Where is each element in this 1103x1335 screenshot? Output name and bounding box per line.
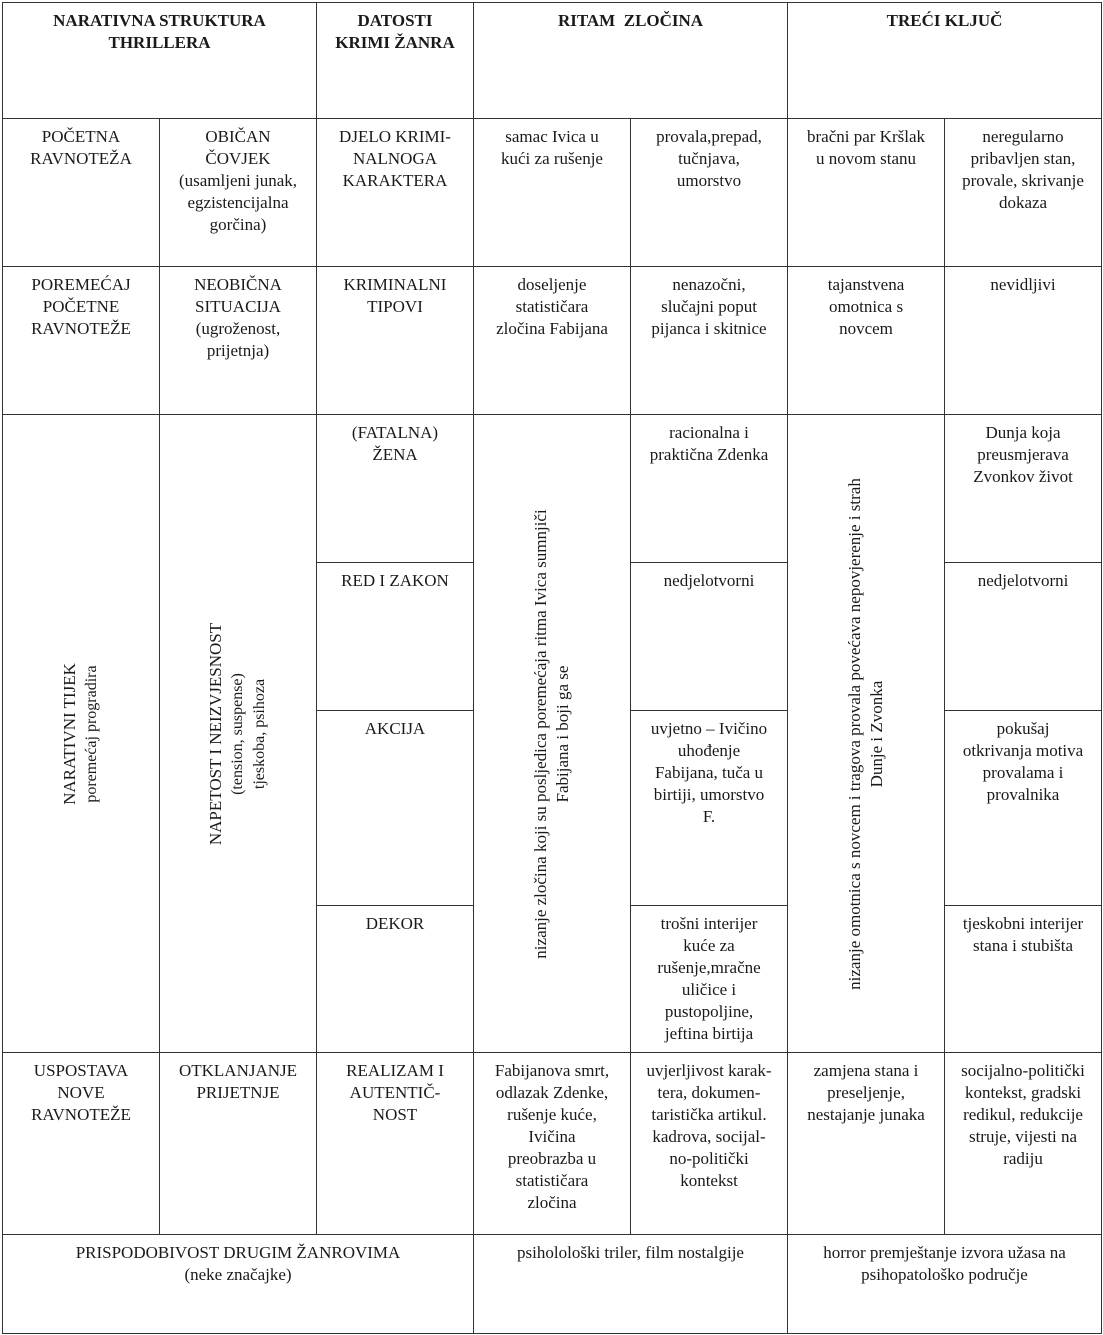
header-third-key: TREĆI KLJUČ: [788, 3, 1102, 119]
tension-rotated-text: NAPETOST I NEIZVJESNOST (tension, suspense) tjeskoba, psihoza: [206, 622, 268, 845]
cell-r7-e: uvjerljivost karak- tera, dokumen- taristička artikul. kadrova, socijal- no-politički kontekst: [631, 1053, 788, 1235]
cell-initial-balance: POČETNA RAVNOTEŽA: [3, 119, 160, 267]
cell-dekor-e: trošni interijer kuće za rušenje,mračne uličice i pustopoljine, jeftina birtija: [631, 906, 788, 1053]
cell-threat-removal: OTKLANJANJE PRIJETNJE: [160, 1053, 317, 1235]
cell-tension-suspense: [160, 415, 317, 1053]
row-new-balance: [3, 1053, 1102, 1235]
cell-genre-similarity: PRISPODOBIVOST DRUGIM ŽANROVIMA (neke značajke): [3, 1235, 474, 1334]
cell-r7-g: socijalno-politički kontekst, gradski redikul, redukcije struje, vijesti na radiju: [945, 1053, 1102, 1235]
cell-criminal-types: KRIMINALNI TIPOVI: [317, 267, 474, 415]
header-crime-genre-givens: DATOSTI KRIMI ŽANRA: [317, 3, 474, 119]
cell-r1-f: bračni par Kršlak u novom stanu: [788, 119, 945, 267]
cell-r2-g: nevidljivi: [945, 267, 1102, 415]
cell-zena-g: Dunja koja preusmjerava Zvonkov život: [945, 415, 1102, 563]
cell-red-g: nedjelotvorni: [945, 563, 1102, 711]
header-crime-rhythm: RITAM ZLOČINA: [474, 3, 788, 119]
genre-structure-table: [2, 2, 1102, 1334]
row-initial-balance: [3, 119, 1102, 267]
narrative-flow-rotated-text: NARATIVNI TIJEK poremećaj progradira: [60, 662, 100, 805]
crime-sequence-rotated-text: nizanje zločina koji su posljedica poremećaja ritma Ivica sumnjiči Fabijana i boji ga se: [531, 508, 572, 959]
cell-action: AKCIJA: [317, 711, 474, 906]
cell-r1-d: samac Ivica u kući za rušenje: [474, 119, 631, 267]
cell-decor: DEKOR: [317, 906, 474, 1053]
cell-r1-e: provala,prepad, tučnjava, umorstvo: [631, 119, 788, 267]
cell-ordinary-man: OBIČAN ČOVJEK (usamljeni junak, egzistencijalna gorčina): [160, 119, 317, 267]
cell-akcija-e: uvjetno – Ivičino uhođenje Fabijana, tuča u birtiji, umorstvo F.: [631, 711, 788, 906]
cell-criminal-deed: DJELO KRIMI- NALNOGA KARAKTERA: [317, 119, 474, 267]
cell-r2-f: tajanstvena omotnica s novcem: [788, 267, 945, 415]
cell-red-e: nedjelotvorni: [631, 563, 788, 711]
row-disturbance: [3, 267, 1102, 415]
cell-realism: REALIZAM I AUTENTIČ- NOST: [317, 1053, 474, 1235]
cell-r8-rhythm: psiholološki triler, film nostalgije: [474, 1235, 788, 1334]
cell-r8-third-key: horror premještanje izvora užasa na psihopatološko područje: [788, 1235, 1102, 1334]
cell-r7-d: Fabijanova smrt, odlazak Zdenke, rušenje kuće, Ivičina preobrazba u statističara zločina: [474, 1053, 631, 1235]
cell-r1-g: neregularno pribavljen stan, provale, skrivanje dokaza: [945, 119, 1102, 267]
cell-narrative-flow: [3, 415, 160, 1053]
cell-unusual-situation: NEOBIČNA SITUACIJA (ugroženost, prijetnja): [160, 267, 317, 415]
cell-disturbance: POREMEĆAJ POČETNE RAVNOTEŽE: [3, 267, 160, 415]
cell-r2-e: nenazočni, slučajni poput pijanca i skitnice: [631, 267, 788, 415]
header-row: [3, 3, 1102, 119]
cell-zena-e: racionalna i praktična Zdenka: [631, 415, 788, 563]
cell-new-balance: USPOSTAVA NOVE RAVNOTEŽE: [3, 1053, 160, 1235]
cell-envelope-sequence: [788, 415, 945, 1053]
cell-law-and-order: RED I ZAKON: [317, 563, 474, 711]
cell-dekor-g: tjeskobni interijer stana i stubišta: [945, 906, 1102, 1053]
cell-r2-d: doseljenje statističara zločina Fabijana: [474, 267, 631, 415]
envelope-sequence-rotated-text: nizanje omotnica s novcem i tragova provala povećava nepovjerenje i strah Dunje i Zvonka: [845, 477, 887, 990]
cell-r7-f: zamjena stana i preseljenje, nestajanje junaka: [788, 1053, 945, 1235]
cell-crime-sequence: [474, 415, 631, 1053]
row-genre-similarity: [3, 1235, 1102, 1334]
cell-akcija-g: pokušaj otkrivanja motiva provalama i provalnika: [945, 711, 1102, 906]
header-narrative-structure: NARATIVNA STRUKTURA THRILLERA: [3, 3, 317, 119]
row-fatal-woman: [3, 415, 1102, 563]
cell-fatal-woman: (FATALNA) ŽENA: [317, 415, 474, 563]
